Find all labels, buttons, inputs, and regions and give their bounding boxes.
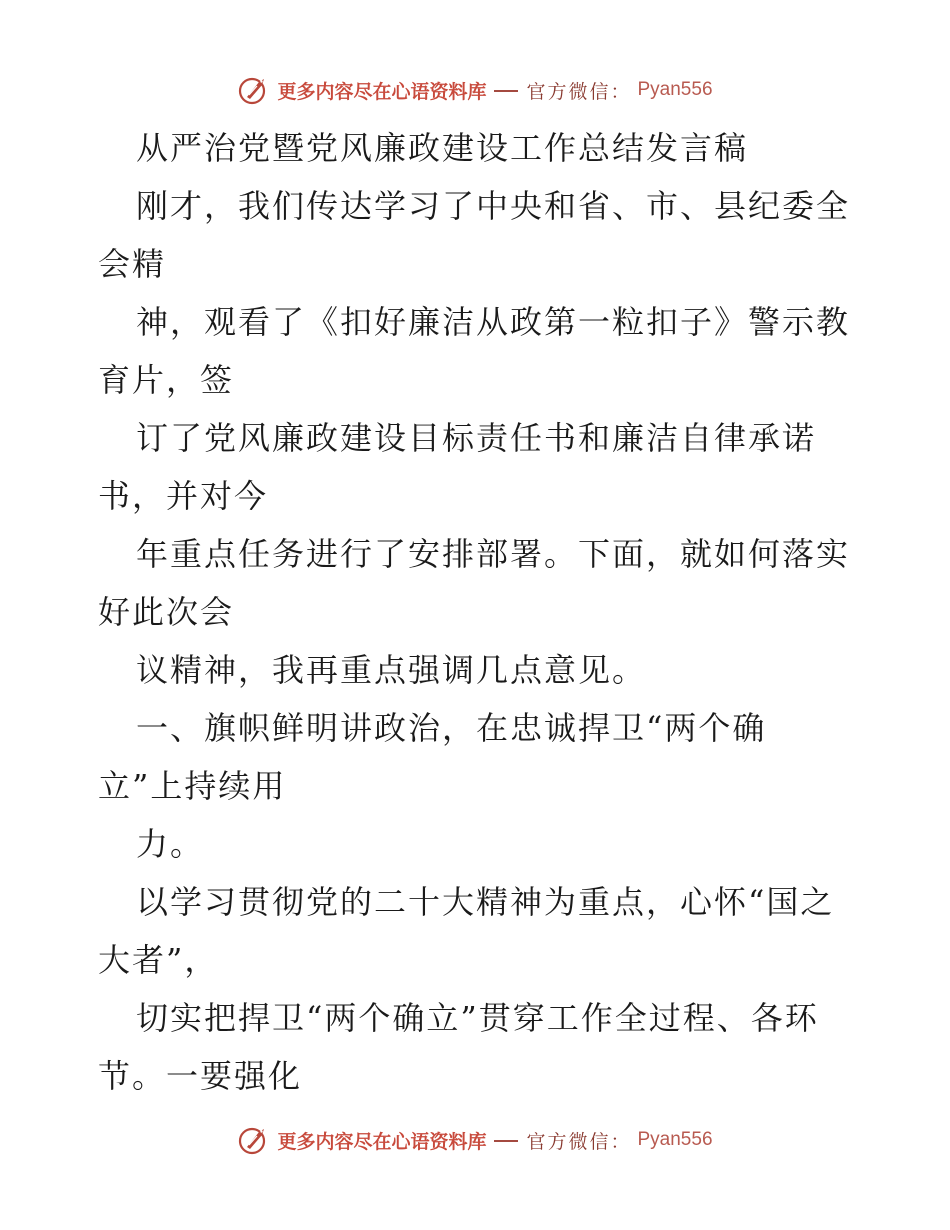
footer-watermark xyxy=(0,1120,950,1160)
text-line: 以学习贯彻党的二十大精神为重点，心怀“国之 xyxy=(136,883,835,921)
text-line: 会精 xyxy=(98,245,167,283)
text-line: 大者”， xyxy=(98,941,219,979)
document-body xyxy=(98,119,858,1105)
header-watermark xyxy=(0,70,950,110)
text-line: 议精神，我再重点强调几点意见。 xyxy=(136,651,647,689)
watermark-official-label: 官方微信： xyxy=(526,80,632,103)
text-line: 书，并对今 xyxy=(98,477,269,515)
pen-nib-circle-icon xyxy=(237,1123,271,1157)
watermark-wechat-id: Pyan556 xyxy=(637,1129,713,1150)
watermark-brand-text: 更多内容尽在心语资料库 xyxy=(277,80,487,103)
watermark-dash xyxy=(494,1140,518,1142)
text-line: 刚才，我们传达学习了中央和省、市、县纪委全 xyxy=(136,187,851,225)
watermark-brand-text: 更多内容尽在心语资料库 xyxy=(277,1130,487,1153)
text-line: 订了党风廉政建设目标责任书和廉洁自律承诺 xyxy=(136,419,817,457)
section-heading-line: 一、旗帜鲜明讲政治，在忠诚捍卫“两个确 xyxy=(136,709,767,747)
section-heading-line: 立”上持续用 xyxy=(98,767,287,805)
document-title: 从严治党暨党风廉政建设工作总结发言稿 xyxy=(136,129,749,167)
text-line: 育片，签 xyxy=(98,361,235,399)
watermark-wechat-id: Pyan556 xyxy=(637,79,713,100)
text-line: 节。一要强化 xyxy=(98,1057,303,1095)
watermark-dash xyxy=(494,90,518,92)
text-line: 年重点任务进行了安排部署。下面，就如何落实 xyxy=(136,535,851,573)
section-heading-line: 力。 xyxy=(136,825,205,863)
watermark-official-label: 官方微信： xyxy=(526,1130,632,1153)
text-line: 神，观看了《扣好廉洁从政第一粒扣子》警示教 xyxy=(136,303,851,341)
text-line: 好此次会 xyxy=(98,593,235,631)
pen-nib-circle-icon xyxy=(237,73,271,107)
text-line: 切实把捍卫“两个确立”贯穿工作全过程、各环 xyxy=(136,999,819,1037)
